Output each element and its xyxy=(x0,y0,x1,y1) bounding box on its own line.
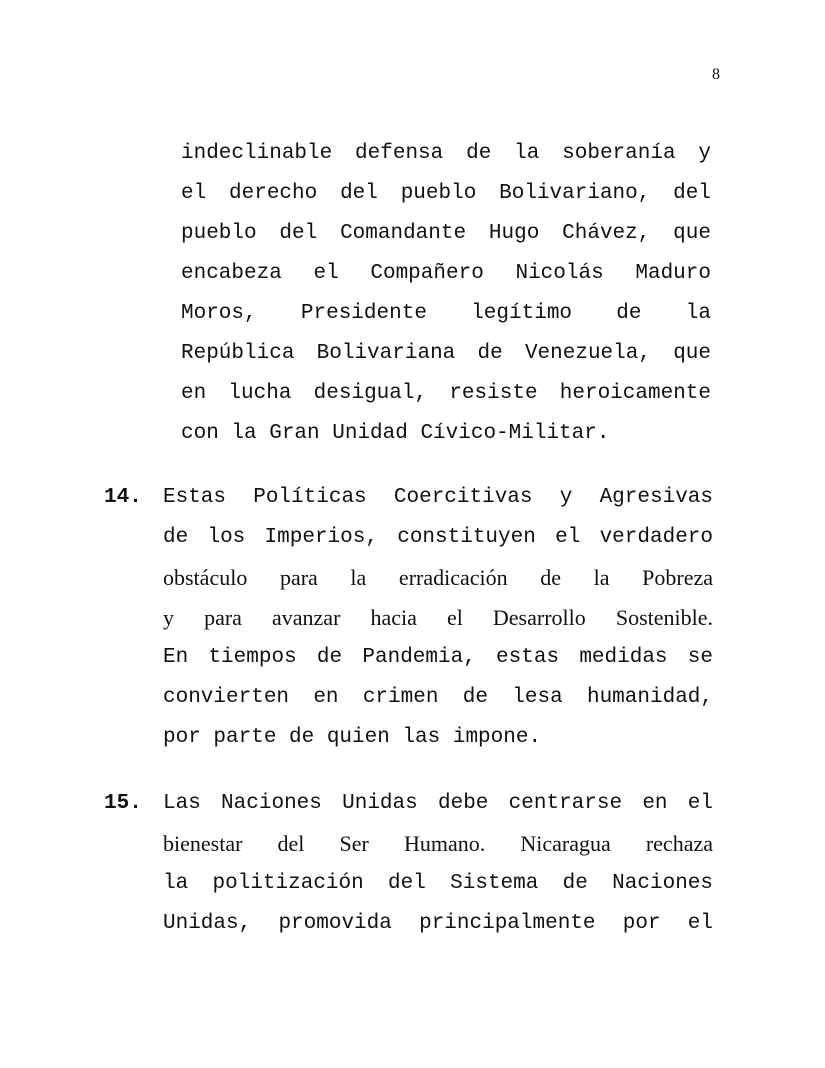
text-line: obstáculo para la erradicación de la Pobreza xyxy=(163,565,713,590)
text-line: Las Naciones Unidas debe centrarse en el xyxy=(163,792,713,815)
item-number: 15. xyxy=(104,792,142,815)
text-line: la politización del Sistema de Naciones xyxy=(163,872,713,895)
text-line: el derecho del pueblo Bolivariano, del xyxy=(181,182,711,205)
text-line: encabeza el Compañero Nicolás Maduro xyxy=(181,262,711,285)
text-line: de los Imperios, constituyen el verdadero xyxy=(163,526,713,549)
continuation-paragraph xyxy=(181,134,711,454)
text-line: En tiempos de Pandemia, estas medidas se xyxy=(163,646,713,669)
item-body xyxy=(163,784,713,944)
text-line: con la Gran Unidad Cívico-Militar. xyxy=(181,422,610,445)
text-line: pueblo del Comandante Hugo Chávez, que xyxy=(181,222,711,245)
item-number: 14. xyxy=(104,486,142,509)
text-line: en lucha desigual, resiste heroicamente xyxy=(181,382,711,405)
text-line: Moros, Presidente legítimo de la xyxy=(181,302,711,325)
text-line: Unidas, promovida principalmente por el xyxy=(163,912,713,935)
text-line: Estas Políticas Coercitivas y Agresivas xyxy=(163,486,713,509)
page-number: 8 xyxy=(712,66,720,83)
text-line: indeclinable defensa de la soberanía y xyxy=(181,142,711,165)
text-line: convierten en crimen de lesa humanidad, xyxy=(163,686,713,709)
text-line: República Bolivariana de Venezuela, que xyxy=(181,342,711,365)
text-line: por parte de quien las impone. xyxy=(163,726,542,749)
item-body xyxy=(163,478,713,758)
text-line: y para avanzar hacia el Desarrollo Sostenible. xyxy=(163,605,713,630)
text-line: bienestar del Ser Humano. Nicaragua rechaza xyxy=(163,831,713,856)
